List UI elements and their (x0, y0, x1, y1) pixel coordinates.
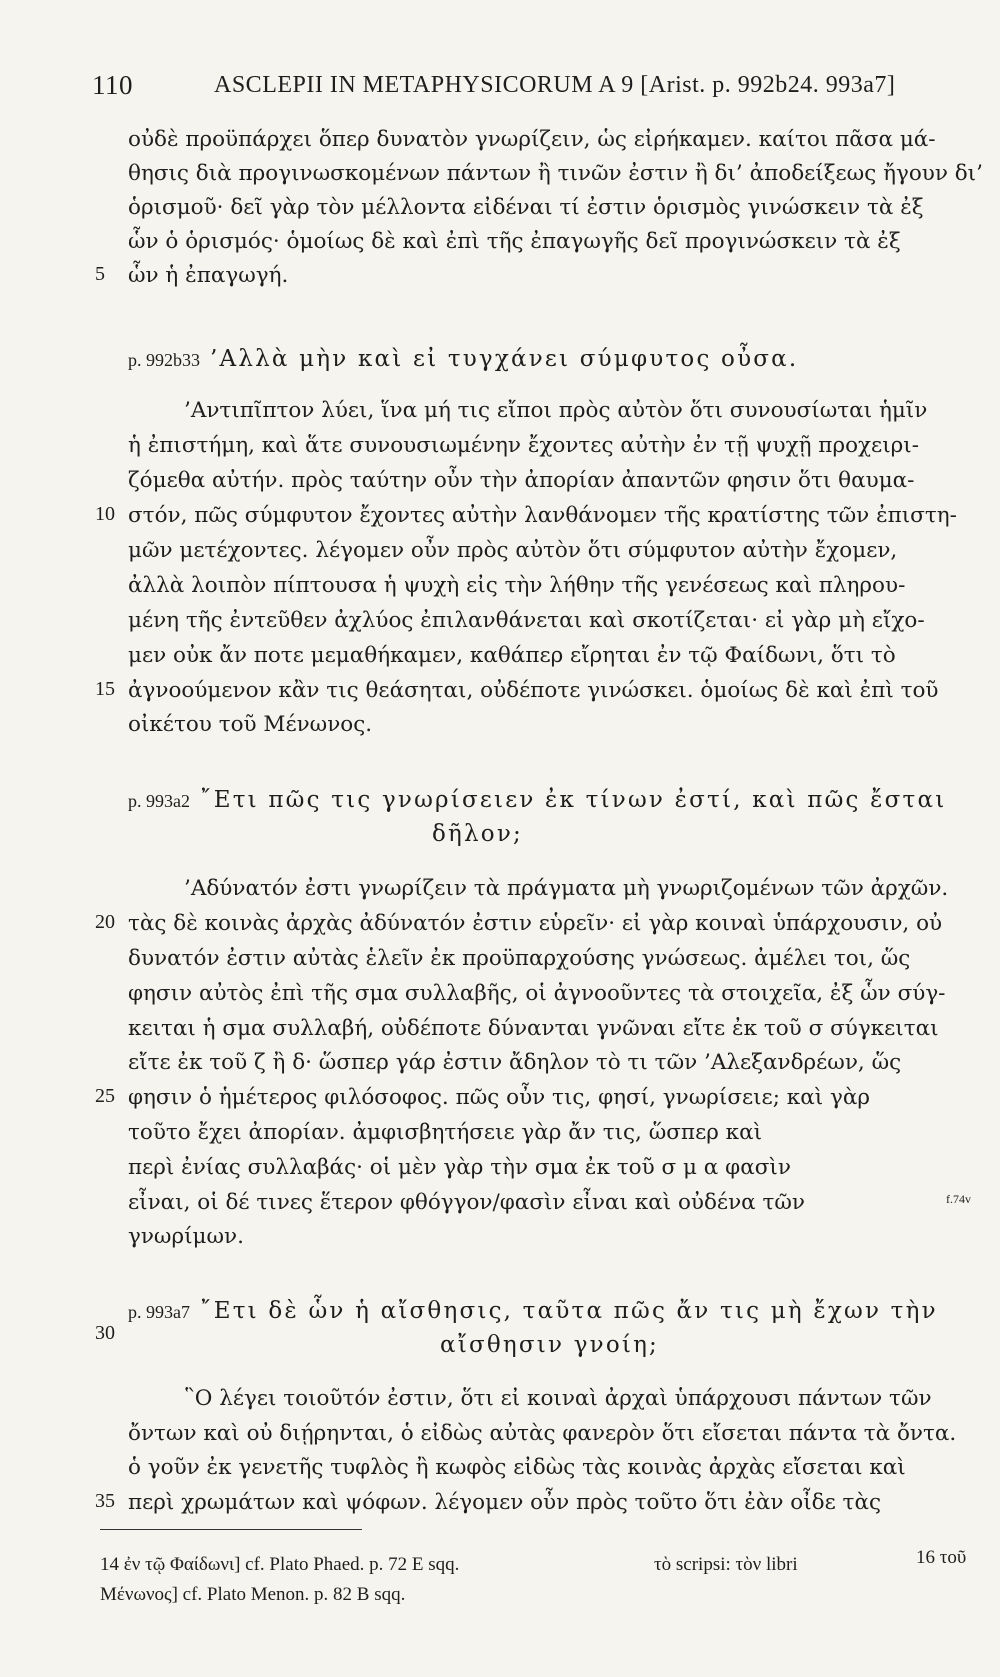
footnote: Μένωνος] cf. Plato Menon. p. 82 B sqq. (100, 1584, 406, 1605)
line-number: 25 (95, 1085, 115, 1107)
lemma-reference: p. 993a7 (128, 1302, 190, 1322)
text-line: περὶ ἐνίας συλλαβάς· οἱ μὲν γὰρ τὴν σμα ἐκ τοῦ σ μ α φασὶν (128, 1155, 791, 1180)
lemma-reference: p. 992b33 (128, 350, 200, 370)
text-line: μεν οὐκ ἄν ποτε μεμαθήκαμεν, καθάπερ εἴρηται ἐν τῷ Φαίδωνι, ὅτι τὸ (128, 643, 896, 668)
line-number: 10 (95, 503, 115, 525)
text-line: ῝Ο λέγει τοιοῦτόν ἐστιν, ὅτι εἰ κοιναὶ ἀρχαὶ ὑπάρχουσι πάντων τῶν (184, 1386, 932, 1411)
footnote: 16 τοῦ (916, 1547, 967, 1568)
lemma (128, 1296, 938, 1327)
lemma (128, 785, 946, 816)
text-line: φησιν ὁ ἡμέτερος φιλόσοφος. πῶς οὖν τις, φησί, γνωρίσειε; καὶ γὰρ (128, 1085, 871, 1110)
page-number: 110 (92, 70, 133, 100)
text-line: ἡ ἐπιστήμη, καὶ ἅτε συνουσιωμένην ἔχοντες αὐτὴν ἐν τῇ ψυχῇ προχειρι- (128, 433, 919, 458)
text-line: ὧν ὁ ὁρισμός· ὁμοίως δὲ καὶ ἐπὶ τῆς ἐπαγωγῆς δεῖ προγινώσκειν τὰ ἐξ (128, 229, 901, 254)
folio-margin-note: f.74v (946, 1192, 971, 1206)
lemma-text: ’Αλλὰ μὴν καὶ εἰ τυγχάνει σύμφυτος οὖσα. (210, 346, 799, 372)
text-line: γνωρίμων. (128, 1224, 244, 1249)
text-line: μῶν μετέχοντες. λέγομεν οὖν πρὸς αὐτὸν ὅτι σύμφυτον αὐτὴν ἔχομεν, (128, 538, 898, 563)
text-line: δυνατόν ἐστιν αὐτὰς ἑλεῖν ἐκ προϋπαρχούσης γνώσεως. ἀμέλει τοι, ὥς (128, 946, 911, 971)
text-line: οὐδὲ προϋπάρχει ὅπερ δυνατὸν γνωρίζειν, ὡς εἰρήκαμεν. καίτοι πᾶσα μά- (128, 127, 936, 152)
text-line: ζόμεθα αὐτήν. πρὸς ταύτην οὖν τὴν ἀπορίαν ἀπαντῶν φησιν ὅτι θαυμα- (128, 468, 915, 493)
running-title: ASCLEPII IN METAPHYSICORUM A 9 [Arist. p. 992b24. 993a7] (214, 72, 896, 98)
text-line: εἶναι, οἱ δέ τινες ἕτερον φθόγγον/φασὶν εἶναι καὶ οὐδένα τῶν (128, 1190, 805, 1215)
text-line: φησιν αὐτὸς ἐπὶ τῆς σμα συλλαβῆς, οἱ ἀγνοοῦντες τὰ στοιχεῖα, ἐξ ὧν σύγ- (128, 981, 946, 1006)
lemma-text: ῎Ετι δὲ ὧν ἡ αἴσθησις, ταῦτα πῶς ἄν τις μὴ ἔχων τὴν (200, 1298, 938, 1324)
page-header (92, 70, 972, 106)
text-line: ὁρισμοῦ· δεῖ γὰρ τὸν μέλλοντα εἰδέναι τί ἐστιν ὁρισμὸς γινώσκειν τὰ ἐξ (128, 195, 924, 220)
text-line: μένη τῆς ἐντεῦθεν ἀχλύος ἐπιλανθάνεται καὶ σκοτίζεται· εἰ γὰρ μὴ εἴχο- (128, 608, 925, 633)
text-line: εἴτε ἐκ τοῦ ζ ἢ δ· ὥσπερ γάρ ἐστιν ἄδηλον τὸ τι τῶν ’Αλεξανδρέων, ὥς (128, 1050, 902, 1075)
text-line: ’Αδύνατόν ἐστι γνωρίζειν τὰ πράγματα μὴ γνωριζομένων τῶν ἀρχῶν. (184, 876, 949, 901)
lemma-continuation: αἴσθησιν γνοίη; (440, 1332, 660, 1358)
line-number: 20 (95, 911, 115, 933)
text-line: τὰς δὲ κοινὰς ἀρχὰς ἀδύνατόν ἐστιν εὑρεῖν· εἰ γὰρ κοιναὶ ὑπάρχουσιν, οὐ (128, 911, 943, 936)
text-line: ἀγνοούμενον κἂν τις θεάσηται, οὐδέποτε γινώσκει. ὁμοίως δὲ καὶ ἐπὶ τοῦ (128, 678, 939, 703)
text-line: ὁ γοῦν ἐκ γενετῆς τυφλὸς ἢ κωφὸς εἰδὼς τὰς κοινὰς ἀρχὰς εἴσεται καὶ (128, 1455, 906, 1480)
text-line: ἀλλὰ λοιπὸν πίπτουσα ἡ ψυχὴ εἰς τὴν λήθην τῆς γενέσεως καὶ πληρου- (128, 573, 906, 598)
text-line: οἰκέτου τοῦ Μένωνος. (128, 712, 373, 737)
text-line: τοῦτο ἔχει ἀπορίαν. ἀμφισβητήσειε γὰρ ἄν τις, ὥσπερ καὶ (128, 1120, 763, 1145)
text-line: ’Αντιπῖπτον λύει, ἵνα μή τις εἴποι πρὸς αὐτὸν ὅτι συνουσίωται ἡμῖν (184, 398, 928, 423)
text-line: κειται ἡ σμα συλλαβή, οὐδέποτε δύνανται γνῶναι εἴτε ἐκ τοῦ σ σύγκειται (128, 1016, 939, 1041)
text-line: στόν, πῶς σύμφυτον ἔχοντες αὐτὴν λανθάνομεν τῆς κρατίστης τῶν ἐπιστη- (128, 503, 957, 528)
text-line: περὶ χρωμάτων καὶ ψόφων. λέγομεν οὖν πρὸς τοῦτο ὅτι ἐὰν οἶδε τὰς (128, 1490, 882, 1515)
lemma-continuation: δῆλον; (432, 821, 523, 847)
lemma-text: ῎Ετι πῶς τις γνωρίσειεν ἐκ τίνων ἐστί, καὶ πῶς ἔσται (200, 787, 947, 813)
lemma-reference: p. 993a2 (128, 791, 190, 811)
footnote: 14 ἐν τῷ Φαίδωνι] cf. Plato Phaed. p. 72 E sqq. (100, 1554, 460, 1575)
text-line: θησις διὰ προγινωσκομένων πάντων ἢ τινῶν ἐστιν ἢ δι’ ἀποδείξεως ἤγουν δι’ (128, 161, 983, 186)
footnote-rule (100, 1529, 362, 1530)
text-line: ὄντων καὶ οὐ διῄρηνται, ὁ εἰδὼς αὐτὰς φανερὸν ὅτι εἴσεται πάντα τὰ ὄντα. (128, 1421, 957, 1446)
line-number: 30 (95, 1322, 115, 1344)
line-number: 15 (95, 678, 115, 700)
line-number: 35 (95, 1490, 115, 1512)
footnote: τὸ scripsi: τὸν libri (654, 1554, 798, 1575)
line-number: 5 (95, 263, 105, 285)
lemma (128, 344, 798, 375)
text-line: ὧν ἡ ἐπαγωγή. (128, 263, 289, 288)
